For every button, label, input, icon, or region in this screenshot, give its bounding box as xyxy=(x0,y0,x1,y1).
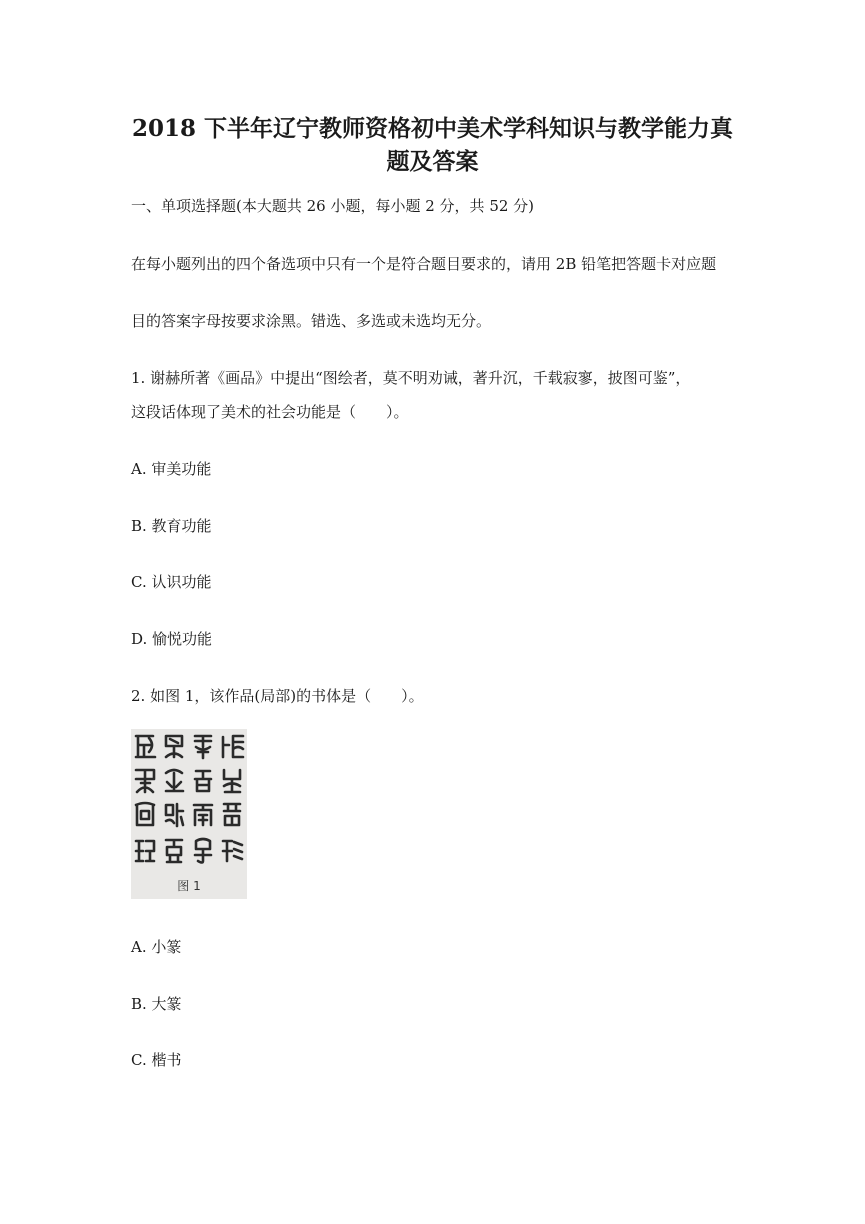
question-2-stem: 2. 如图 1，该作品(局部)的书体是（ ）。 xyxy=(131,687,424,705)
question-1-option-c: C. 认识功能 xyxy=(131,573,212,591)
question-2-option-b: B. 大篆 xyxy=(131,995,182,1013)
figure-1-seal-script-image xyxy=(131,729,247,899)
section-heading: 一、单项选择题(本大题共 26 小题，每小题 2 分，共 52 分) xyxy=(131,197,535,215)
seal-script-calligraphy-picture xyxy=(131,729,247,899)
question-1-stem-line-2: 这段话体现了美术的社会功能是（ ）。 xyxy=(131,403,409,421)
document-title-line-1: 2018 下半年辽宁教师资格初中美术学科知识与教学能力真 xyxy=(131,115,734,142)
question-2-option-a: A. 小篆 xyxy=(131,938,182,956)
question-1-stem-line-1: 1. 谢赫所著《画品》中提出“图绘者，莫不明劝诫，著升沉，千载寂寥，披图可鉴”， xyxy=(131,369,691,387)
question-2-option-c: C. 楷书 xyxy=(131,1051,182,1069)
instructions-line-1: 在每小题列出的四个备选项中只有一个是符合题目要求的，请用 2B 铅笔把答题卡对应题 xyxy=(131,255,717,273)
figure-1-caption: 图 1 xyxy=(177,879,201,893)
instructions-line-2: 目的答案字母按要求涂黑。错选、多选或未选均无分。 xyxy=(131,312,492,330)
question-1-option-d: D. 愉悦功能 xyxy=(131,630,213,648)
question-1-option-a: A. 审美功能 xyxy=(131,460,212,478)
document-title-line-2: 题及答案 xyxy=(386,148,479,175)
question-1-option-b: B. 教育功能 xyxy=(131,517,212,535)
